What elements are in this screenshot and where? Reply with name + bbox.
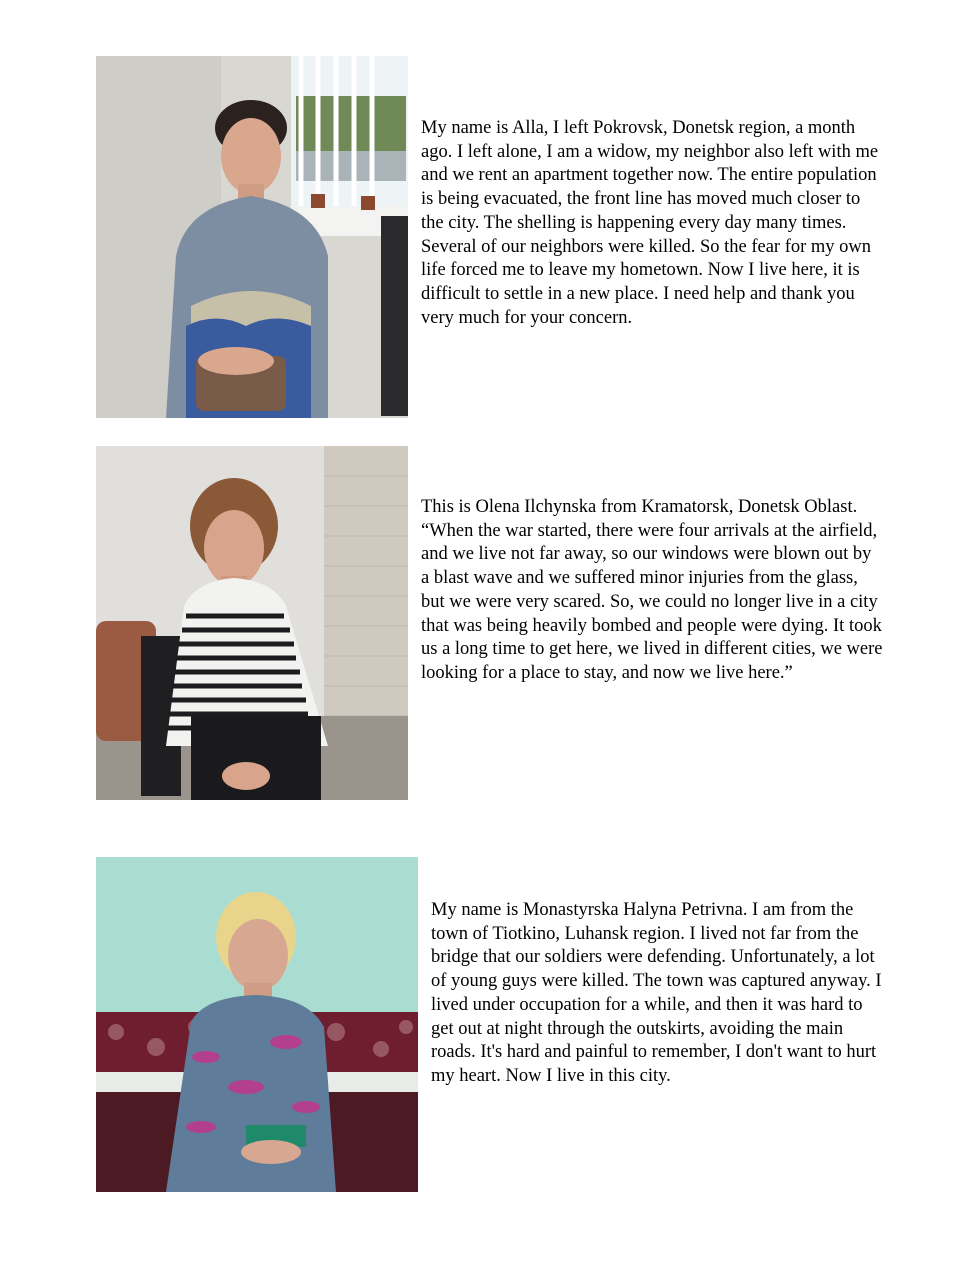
testimony-text-3: My name is Monastyrska Halyna Petrivna. I am from the town of Tiotkino, Luhansk region. I lived not far from the bridge that our soldiers were defending. Unfortunately, a lot of young guys were killed. The town was captured anyway. I lived under occupation for a while, and then it was hard to get out at night through the outskirts, avoiding the main roads. It's hard and painful to remember, I don't want to hurt my heart. Now I live in this city. xyxy=(431,900,882,1086)
photo-olena xyxy=(96,446,408,800)
photo-halyna xyxy=(96,857,418,1192)
testimony-text-1: My name is Alla, I left Pokrovsk, Donetsk region, a month ago. I left alone, I am a widow, my neighbor also left with me and we rent an apartment together now. The entire population is being evacuated, the front line has moved much closer to the city. The shelling is happening every day many times. Several of our neighbors were killed. So the fear for my own life forced me to leave my hometown. Now I live here, it is difficult to settle in a new place. I need help and thank you very much for your concern. xyxy=(421,118,879,328)
photo-alla xyxy=(96,56,408,418)
testimony-text-2: This is Olena Ilchynska from Kramatorsk, Donetsk Oblast. “When the war started, there were four arrivals at the airfield, and we live not far away, so our windows were blown out by a blast wave and we suffered minor injuries from the glass, but we were very scared. So, we could no longer live in a city that was being heavily bombed and people were dying. It took us a long time to get here, we lived in different cities, we were looking for a place to stay, and now we live here.” xyxy=(421,497,883,683)
